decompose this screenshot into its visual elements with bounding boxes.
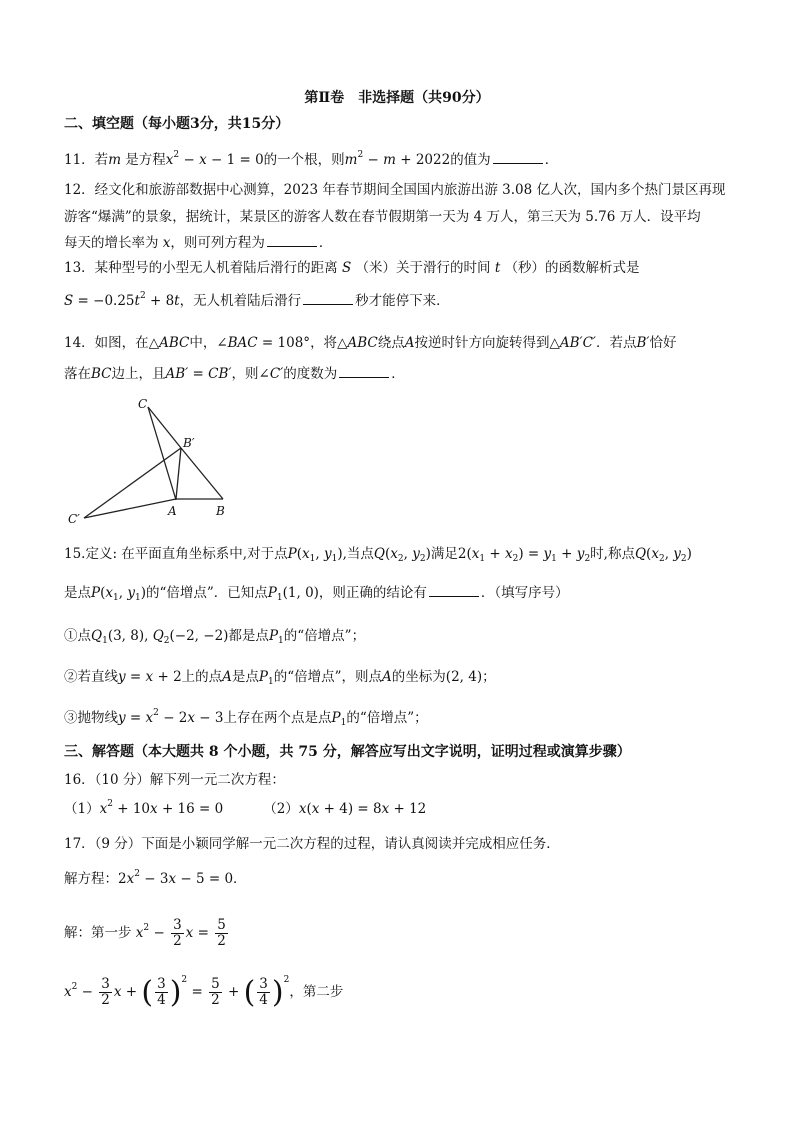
question-16-heading: 16．（10 分）解下列一元二次方程：: [64, 772, 285, 788]
question-15-line-2: 是点$P(x_1$, $y_1$)的“倍增点”．已知点$P_1(1$, 0)，则正确的结论有 ．（填写序号）: [64, 585, 569, 603]
question-17-heading: 17．（9 分）下面是小颖同学解一元二次方程的过程，请认真阅读并完成相应任务．: [64, 836, 560, 852]
answer-blank-14: [339, 365, 389, 378]
segment-A-Bp: [176, 448, 181, 499]
question-17-equation: 解方程：$2x^2 - 3x - 5 = 0$．: [64, 869, 247, 887]
label-B-prime: B′: [183, 436, 195, 450]
answer-blank-12: [267, 234, 317, 247]
question-12-line-2: 游客“爆满”的景象，据统计，某景区的游客人数在春节假期第一天为 4 万人，第三天为 5.76 万人．设平均: [64, 209, 701, 225]
question-12-line-3: 每天的增长率为 x，则可列方程为 ．: [64, 235, 333, 251]
question-15-option-1: ①点$Q_1(3$, 8), $Q_2(-2$, −2)都是点$P_1$的“倍增点”；: [64, 628, 366, 646]
question-15-option-3: ③抛物线$y = x^2 - 2x - 3$上存在两个点是点$P_1$的“倍增点”；: [64, 708, 428, 728]
label-C: C: [138, 397, 148, 411]
question-14-line-1: 14．如图，在△ABC中，∠BAC = 108°，将△ABC绕点A按逆时针方向旋转得到△AB′C′．若点B′恰好: [64, 335, 677, 351]
question-16-parts: $(1)x^2 + 10x + 16 = 0$ （2）x(x + 4) = 8x + 12: [64, 799, 427, 817]
question-13-line-2: $S = -0.25t^2 + 8t$，无人机着陆后滑行 秒才能停下来．: [64, 291, 450, 309]
question-17-step-1: 解：第一步 $x^2$ − $\frac{3}{2}$ x = $\frac{5}{2}$: [64, 917, 226, 949]
label-C-prime: C′: [68, 512, 80, 526]
question-14-line-2: 落在BC边上，且AB′ = CB′，则∠C′的度数为 ．: [64, 366, 405, 382]
label-A: A: [168, 504, 177, 518]
question-15-option-2: ②若直线y = x + 2上的点A是点$P_1$的“倍增点”，则点A的坐标为(2, 4)；: [64, 669, 496, 687]
segment-C-A: [148, 407, 176, 500]
paper-part-title: 第Ⅱ卷 非选择题（共90分）: [304, 90, 490, 106]
label-B: B: [216, 504, 225, 518]
question-17-step-2: $x^2$ − $\frac{3}{2}$ x + ( $\frac{3}{4}$ )$^2$ = $\frac{5}{2}$ + ( $\frac{3}{4}$ )$^2$，第二步: [64, 974, 344, 1010]
answer-blank-11: [493, 151, 543, 164]
segment-Bp-B: [181, 448, 223, 499]
triangle-rotation-figure: [64, 392, 244, 527]
section-solution-heading: 三、解答题（本大题共 8 个小题，共 75 分，解答应写出文字说明，证明过程或演算步骤）: [64, 744, 631, 760]
question-12-line-1: 12．经文化和旅游部数据中心测算，2023 年春节期间全国国内旅游出游 3.08 亿人次，国内多个热门景区再现: [64, 182, 726, 198]
question-13-line-1: 13．某种型号的小型无人机着陆后滑行的距离 S （米）关于滑行的时间 t （秒）的函数解析式是: [64, 260, 640, 276]
question-11: 11．若m 是方程$x^2 - x - 1 = 0$的一个根，则$m^2 - m + 2022$的值为 ．: [64, 150, 559, 168]
answer-blank-13: [303, 292, 353, 305]
question-15-line-1: 15.定义: 在平面直角坐标系中,对于点$P(x_1$, $y_1$),当点$Q(x_2$, $y_2$)满足$2(x_1 + x_2) = y_1 + y_2$时,称点$Q(x_2$, $y_2$): [64, 546, 692, 564]
section-fill-in-heading: 二、填空题（每小题3分，共15分）: [64, 116, 290, 132]
segment-C-Bp: [148, 407, 181, 448]
answer-blank-15: [429, 584, 479, 597]
